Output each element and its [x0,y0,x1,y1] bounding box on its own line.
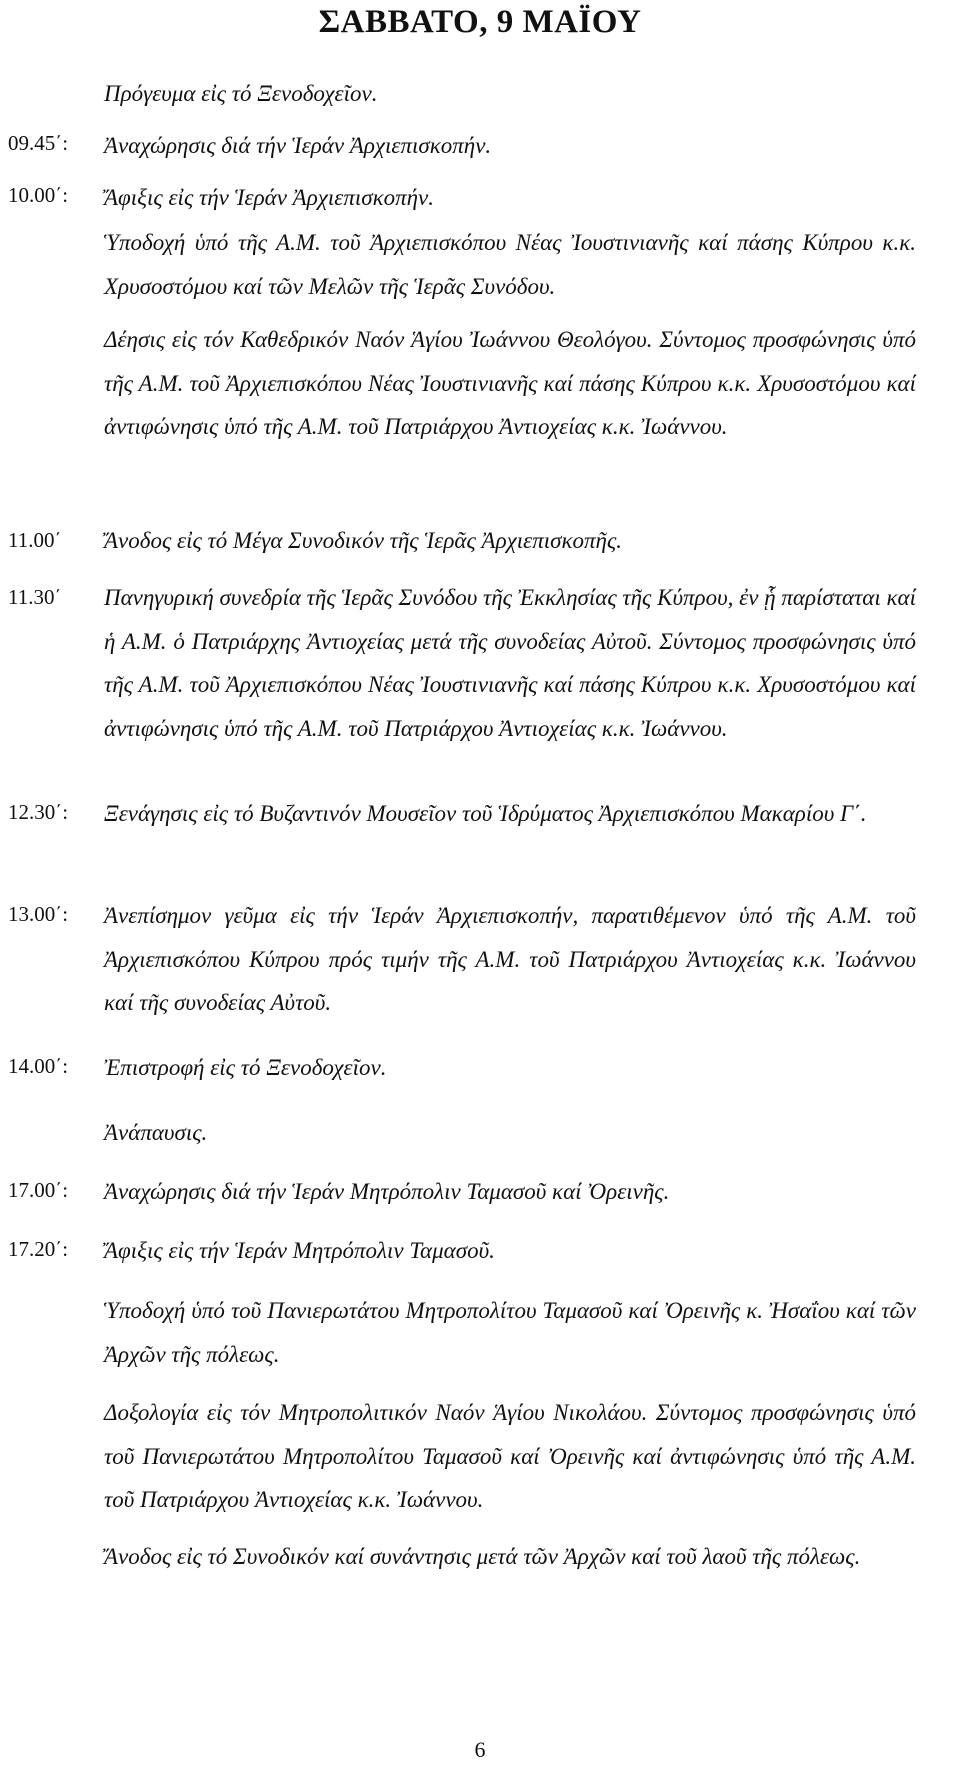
entry-text: Πανηγυρική συνεδρία τῆς Ἱερᾶς Συνόδου τῆς Ἐκκλησίας τῆς Κύπρου, ἐν ᾗ παρίσταται καί ἡ Α.Μ. ὁ Πατριάρχης Ἀντιοχείας μετά τῆς συνοδείας Αὐτοῦ. Σύντομος προσφώνησις ὑπό τῆς Α.Μ. τοῦ Ἀρχιεπισκόπου Νέας Ἰουστινιανῆς καί πάσης Κύπρου κ.κ. Χρυσοστόμου καί ἀντιφώνησις ὑπό τῆς Α.Μ. τοῦ Πατριάρχου Ἀντιοχείας κ.κ. Ἰωάννου. [104,585,916,741]
entry-time: 10.00΄: [8,183,69,207]
entry-time: 11.00΄ [8,528,62,552]
entry-text: Ἄφιξις εἰς τήν Ἱεράν Μητρόπολιν Ταμασοῦ. [104,1238,495,1263]
entry-time: 17.20΄: [8,1237,69,1261]
entry-text: Δέησις εἰς τόν Καθεδρικόν Ναόν Ἁγίου Ἰωάννου Θεολόγου. Σύντομος προσφώνησις ὑπό τῆς Α.Μ. τοῦ Ἀρχιεπισκόπου Νέας Ἰουστινιανῆς καί πάσης Κύπρου κ.κ. Χρυσοστόμου καί ἀντιφώνησις ὑπό τῆς Α.Μ. τοῦ Πατριάρχου Ἀντιοχείας κ.κ. Ἰωάννου. [104,327,916,439]
entry-text: Ἀναχώρησις διά τήν Ἱεράν Μητρόπολιν Ταμασοῦ καί Ὀρεινῆς. [104,1179,670,1204]
entry-time: 13.00΄: [8,902,69,926]
entry-time: 17.00΄: [8,1178,69,1202]
entry-text: Ἀνεπίσημον γεῦμα εἰς τήν Ἱεράν Ἀρχιεπισκοπήν, παρατιθέμενον ὑπό τῆς Α.Μ. τοῦ Ἀρχιεπισκόπου Κύπρου πρός τιμήν τῆς Α.Μ. τοῦ Πατριάρχου Ἀντιοχείας κ.κ. Ἰωάννου καί τῆς συνοδείας Αὐτοῦ. [104,903,916,1015]
entry-text: Ἀναχώρησις διά τήν Ἱεράν Ἀρχιεπισκοπήν. [104,133,492,158]
entry-text: Ἄφιξις εἰς τήν Ἱεράν Ἀρχιεπισκοπήν. [104,185,435,210]
page-title: ΣΑΒΒΑΤΟ, 9 ΜΑΪΟΥ [318,4,642,40]
entry-text: Δοξολογία εἰς τόν Μητροπολιτικόν Ναόν Ἁγίου Νικολάου. Σύντομος προσφώνησις ὑπό τοῦ Πανιερωτάτου Μητροπολίτου Ταμασοῦ καί Ὀρεινῆς καί ἀντιφώνησις ὑπό τῆς Α.Μ. τοῦ Πατριάρχου Ἀντιοχείας κ.κ. Ἰωάννου. [104,1400,916,1512]
entry-text: Ἄνοδος εἰς τό Συνοδικόν καί συνάντησις μετά τῶν Ἀρχῶν καί τοῦ λαοῦ τῆς πόλεως. [104,1544,861,1569]
page-number: 6 [474,1737,486,1762]
entry-time: 09.45΄: [8,131,69,155]
entry-time: 12.30΄: [8,800,69,824]
entry-text: Ξενάγησις εἰς τό Βυζαντινόν Μουσεῖον τοῦ Ἱδρύματος Ἀρχιεπισκόπου Μακαρίου Γ΄. [104,801,867,826]
entry-text: Ἀνάπαυσις. [104,1120,208,1145]
entry-time: 14.00΄: [8,1054,69,1078]
entry-text: Ὑποδοχή ὑπό τοῦ Πανιερωτάτου Μητροπολίτου Ταμασοῦ καί Ὀρεινῆς κ. Ἠσαΐου καί τῶν Ἀρχῶν τῆς πόλεως. [104,1298,916,1367]
entry-time: 11.30΄ [8,585,62,609]
entry-text: Ἐπιστροφή εἰς τό Ξενοδοχεῖον. [104,1055,387,1080]
entry-text: Ὑποδοχή ὑπό τῆς Α.Μ. τοῦ Ἀρχιεπισκόπου Νέας Ἰουστινιανῆς καί πάσης Κύπρου κ.κ. Χρυσοστόμου καί τῶν Μελῶν τῆς Ἱερᾶς Συνόδου. [104,230,916,299]
entry-text: Πρόγευμα εἰς τό Ξενοδοχεῖον. [104,81,378,106]
entry-text: Ἄνοδος εἰς τό Μέγα Συνοδικόν τῆς Ἱερᾶς Ἀρχιεπισκοπῆς. [104,528,623,553]
